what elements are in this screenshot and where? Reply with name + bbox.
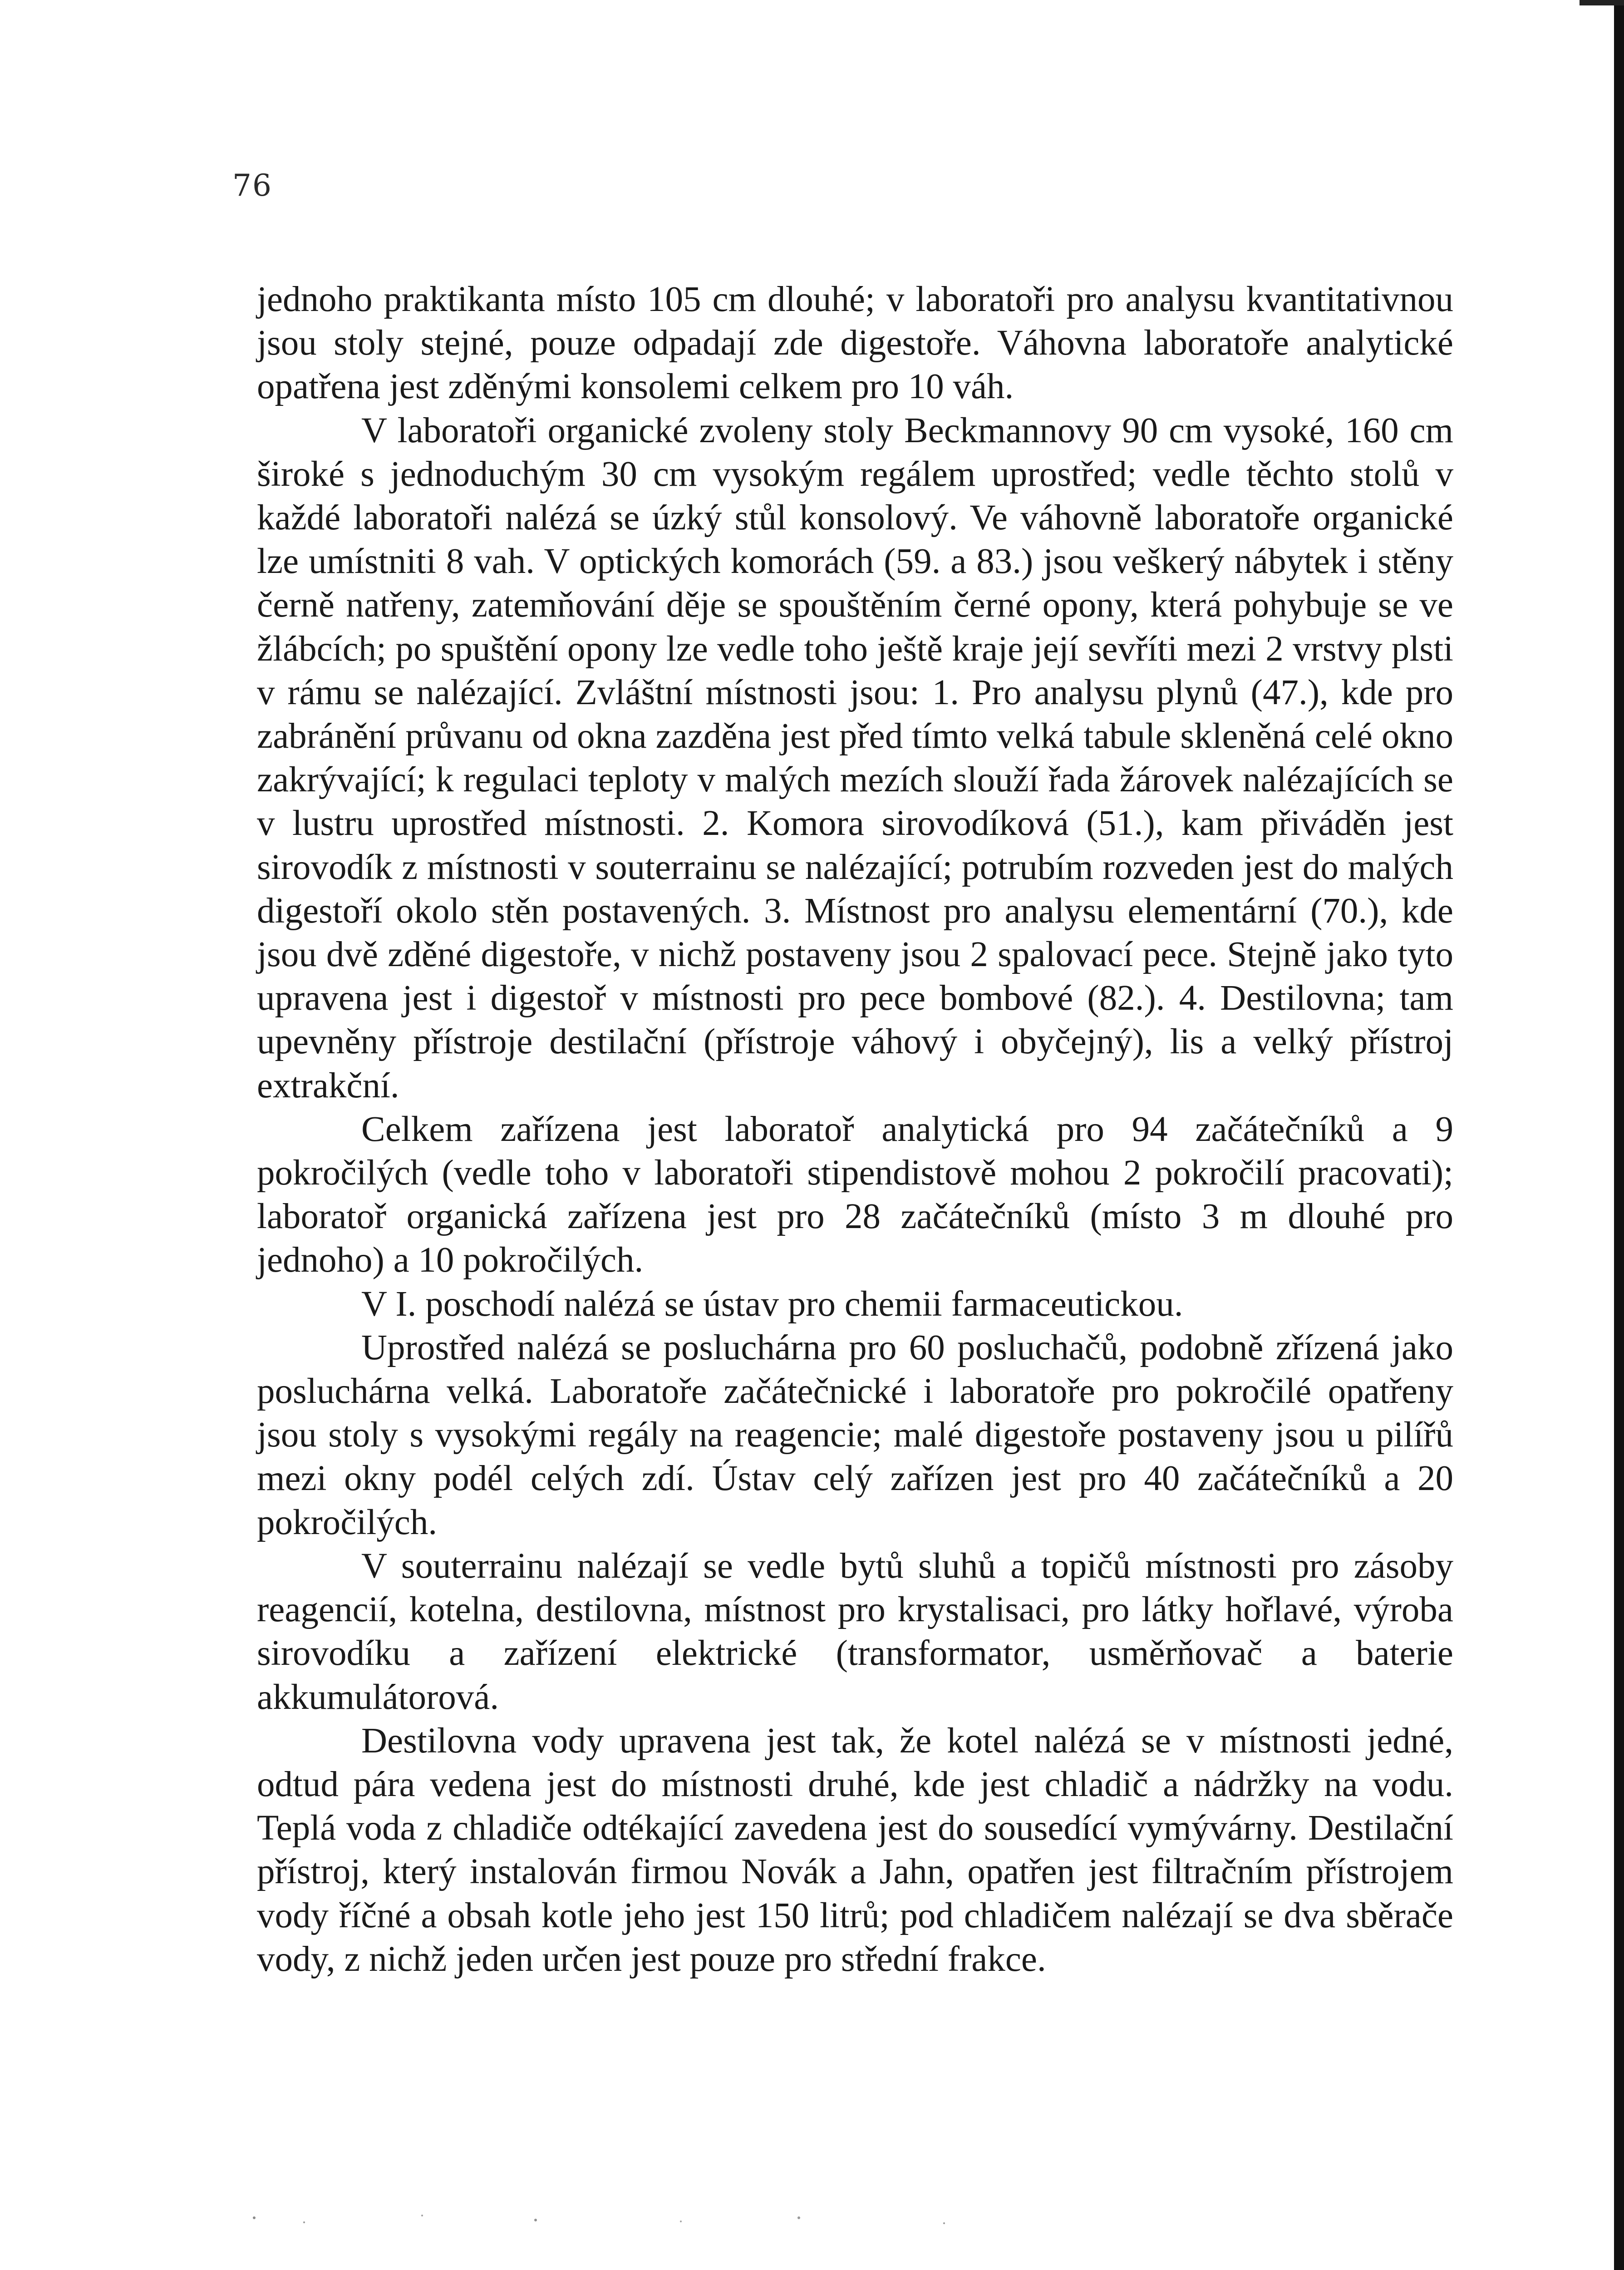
paragraph-pharmaceutical-institute: Uprostřed nalézá se posluchárna pro 60 posluchačů, podobně zřízená jako posluchárna velká. Laboratoře začátečnické i laboratoře pro pokročilé opatřeny jsou stoly s vysokými regály na reagencie; malé digestoře postaveny jsou u pilířů mezi okny podél celých zdí. Ústav celý zařízen jest pro 40 začátečníků a 20 pokročilých. xyxy=(257,1327,1453,1542)
paragraph-lab-furniture: jednoho praktikanta místo 105 cm dlouhé; v laboratoři pro analysu kvantitativnou jsou stoly stejné, pouze odpadají zde digestoře. Váhovna laboratoře analytické opatřena jest zděnými konsolemi celkem pro 10 váh. xyxy=(257,280,1453,407)
scan-border-right xyxy=(1614,0,1624,2270)
scan-border-top xyxy=(1580,0,1624,5)
paragraph-capacity: Celkem zařízena jest laboratoř analytická pro 94 začátečníků a 9 pokročilých (vedle toho v laboratoři stipendistově mohou 2 pokročilí pracovati); laboratoř organická zařízena jest pro 28 začátečníků (místo 3 m dlouhé pro jednoho) a 10 pokročilých. xyxy=(257,1109,1453,1280)
page-number: 76 xyxy=(232,168,272,203)
scan-specks xyxy=(236,2204,1053,2270)
paragraph-water-distillation: Destilovna vody upravena jest tak, že kotel nalézá se v místnosti jedné, odtud pára vedena jest do místnosti druhé, kde jest chladič a nádržky na vodu. Teplá voda z chladiče odtékající zavedena jest do sousedící vymývárny. Destilační přístroj, který instalován firmou Novák a Jahn, opatřen jest filtračním přístrojem vody říčné a obsah kotle jeho jest 150 litrů; pod chladičem nalézají se dva sběrače vody, z nichž jeden určen jest pouze pro střední frakce. xyxy=(257,1721,1453,1979)
paragraph-basement: V souterrainu nalézají se vedle bytů sluhů a topičů místnosti pro zásoby reagencií, kotelna, destilovna, místnost pro krystalisaci, pro látky hořlavé, výroba sirovodíku a zařízení elektrické (transformator, usměrňovač a baterie akkumulátorová. xyxy=(257,1546,1453,1717)
paragraph-organic-laboratory: V laboratoři organické zvoleny stoly Beckmannovy 90 cm vysoké, 160 cm široké s jednoduchým 30 cm vysokým regálem uprostřed; vedle těchto stolů v každé laboratoři nalézá se úzký stůl konsolový. Ve váhovně laboratoře organické lze umístniti 8 vah. V optických komorách (59. a 83.) jsou veškerý nábytek i stěny černě natřeny, zatemňování děje se spouštěním černé opony, která pohybuje se ve žlábcích; po spuštění opony lze vedle toho ještě kraje její sevříti mezi 2 vrstvy plsti v rámu se nalézající. Zvláštní místnosti jsou: 1. Pro analysu plynů (47.), kde pro zabránění průvanu od okna zazděna jest před tímto velká tabule skleněná celé okno zakrývající; k regulaci teploty v malých mezích slouží řada žárovek nalézajících se v lustru uprostřed místnosti. 2. Komora sirovodíková (51.), kam přiváděn jest sirovodík z místnosti v souterrainu se nalézající; potrubím rozveden jest do malých digestoří okolo stěn postavených. 3. Místnost pro analysu elementární (70.), kde jsou dvě zděné digestoře, v nichž postaveny jsou 2 spalovací pece. Stejně jako tyto upravena jest i digestoř v místnosti pro pece bombové (82.). 4. Destilovna; tam upevněny přístroje destilační (přístroje váhový i obyčejný), lis a velký přístroj extrakční. xyxy=(257,410,1453,1105)
paragraph-first-floor: V I. poschodí nalézá se ústav pro chemii farmaceutickou. xyxy=(361,1284,1183,1324)
body-text xyxy=(257,278,1453,1981)
